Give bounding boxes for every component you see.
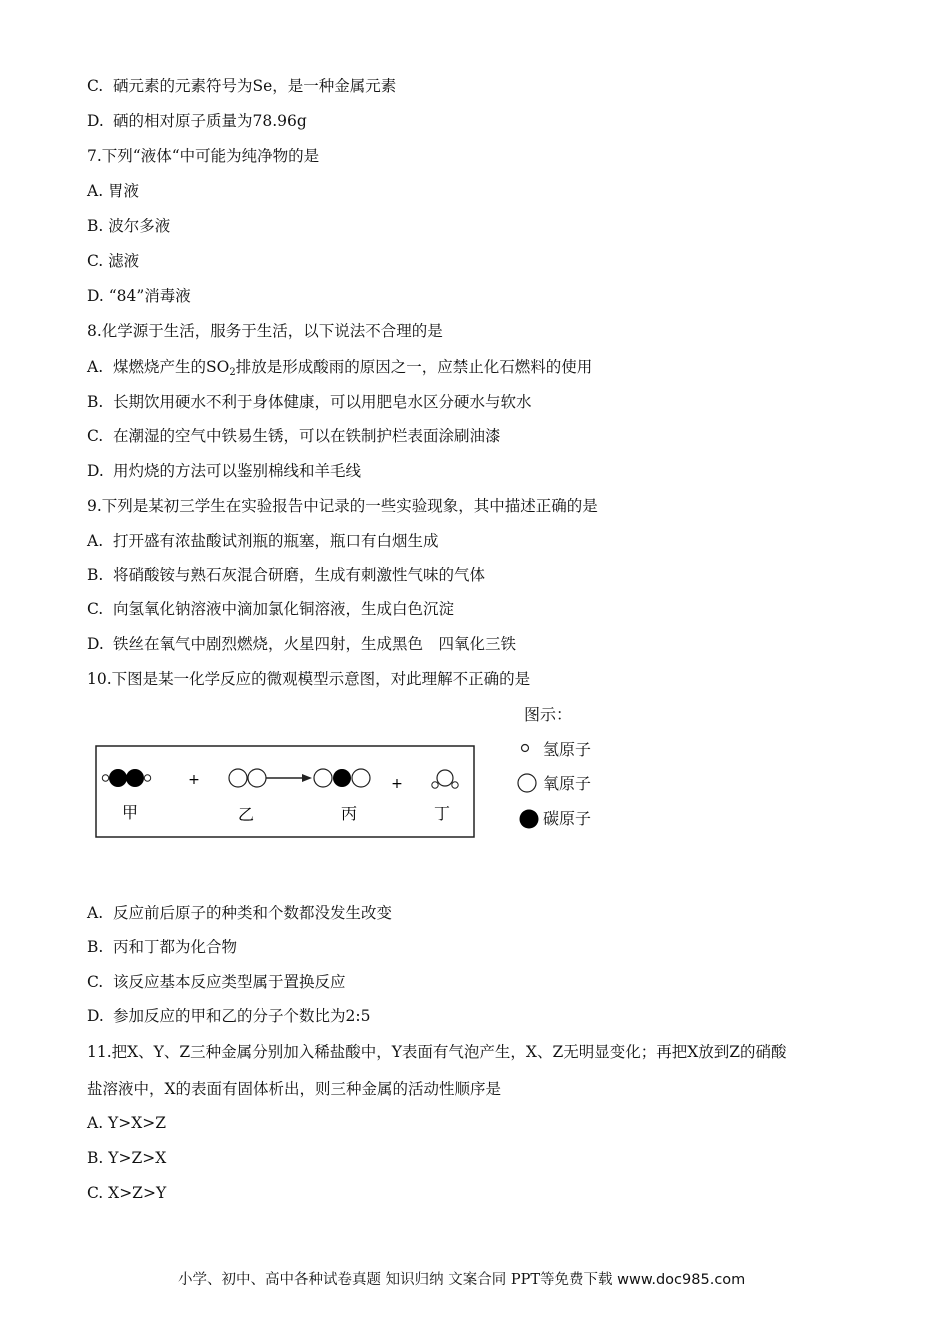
- q10-option-a: A. 反应前后原子的种类和个数都没发生改变: [87, 904, 393, 922]
- footer-url[interactable]: www.doc985.com: [617, 1272, 746, 1288]
- q11-option-a: A. Y>X>Z: [87, 1114, 167, 1132]
- label-bing: 丙: [340, 804, 358, 823]
- q11-option-b: B. Y>Z>X: [87, 1149, 167, 1167]
- q9-stem: 9.下列是某初三学生在实验报告中记录的一些实验现象，其中描述正确的是: [87, 497, 598, 515]
- q11-stem-line1: 11.把X、Y、Z三种金属分别加入稀盐酸中，Y表面有气泡产生，X、Z无明显变化；再把X放到Z的硝酸: [87, 1043, 787, 1061]
- q10-option-d: D. 参加反应的甲和乙的分子个数比为2:5: [87, 1007, 371, 1025]
- q7-option-d: D. “84”消毒液: [87, 287, 191, 305]
- q8-option-c: C. 在潮湿的空气中铁易生锈，可以在铁制护栏表面涂刷油漆: [87, 427, 501, 445]
- q6-option-c: C. 硒元素的元素符号为Se，是一种金属元素: [87, 77, 397, 95]
- q8-option-d: D. 用灼烧的方法可以鉴别棉线和羊毛线: [87, 462, 362, 480]
- q9-option-d: D. 铁丝在氧气中剧烈燃烧，火星四射，生成黑色 四氧化三铁: [87, 635, 517, 653]
- legend-oxygen-symbol: [515, 771, 539, 795]
- reaction-diagram: [90, 740, 490, 840]
- q7-option-b: B. 波尔多液: [87, 217, 171, 235]
- legend-carbon: 碳原子: [543, 809, 592, 828]
- legend-title: 图示：: [524, 705, 573, 724]
- molecule-jia: [102, 769, 150, 787]
- legend-hydrogen-symbol: [518, 741, 532, 755]
- reaction-arrow: [266, 774, 312, 782]
- q11-stem-line2: 盐溶液中，X的表面有固体析出，则三种金属的活动性顺序是: [87, 1080, 502, 1098]
- plus-sign-2: +: [391, 776, 403, 792]
- q9-option-c: C. 向氢氧化钠溶液中滴加氯化铜溶液，生成白色沉淀: [87, 600, 455, 618]
- q11-option-c: C. X>Z>Y: [87, 1184, 167, 1202]
- q10-option-b: B. 丙和丁都为化合物: [87, 938, 238, 956]
- q6-option-d: D. 硒的相对原子质量为78.96g: [87, 112, 307, 130]
- q7-option-a: A. 胃液: [87, 182, 140, 200]
- q9-option-a: A. 打开盛有浓盐酸试剂瓶的瓶塞，瓶口有白烟生成: [87, 532, 439, 550]
- q10-stem: 10.下图是某一化学反应的微观模型示意图，对此理解不正确的是: [87, 670, 531, 688]
- legend-carbon-symbol: [517, 807, 541, 831]
- q8-option-b: B. 长期饮用硬水不利于身体健康，可以用肥皂水区分硬水与软水: [87, 393, 532, 411]
- legend-hydrogen: 氢原子: [543, 740, 592, 759]
- molecule-ding: [432, 770, 458, 788]
- q7-stem: 7.下列“液体“中可能为纯净物的是: [87, 147, 320, 165]
- molecule-yi: [229, 769, 266, 787]
- q10-option-c: C. 该反应基本反应类型属于置换反应: [87, 973, 346, 991]
- label-jia: 甲: [121, 803, 139, 822]
- q9-option-b: B. 将硝酸铵与熟石灰混合研磨，生成有刺激性气味的气体: [87, 566, 486, 584]
- plus-sign-1: +: [188, 772, 200, 788]
- molecule-bing: [314, 769, 370, 787]
- page-footer: 小学、初中、高中各种试卷真题 知识归纳 文案合同 PPT等免费下载 www.doc985.com: [178, 1272, 746, 1288]
- label-yi: 乙: [237, 805, 255, 824]
- diagram-frame: [96, 746, 474, 837]
- legend-oxygen: 氧原子: [543, 774, 592, 793]
- q8-stem: 8.化学源于生活，服务于生活，以下说法不合理的是: [87, 322, 443, 340]
- q8-option-a: A. 煤燃烧产生的$SO_2$排放是形成酸雨的原因之一，应禁止化石燃料的使用: [87, 358, 593, 378]
- q7-option-c: C. 滤液: [87, 252, 140, 270]
- label-ding: 丁: [433, 804, 451, 823]
